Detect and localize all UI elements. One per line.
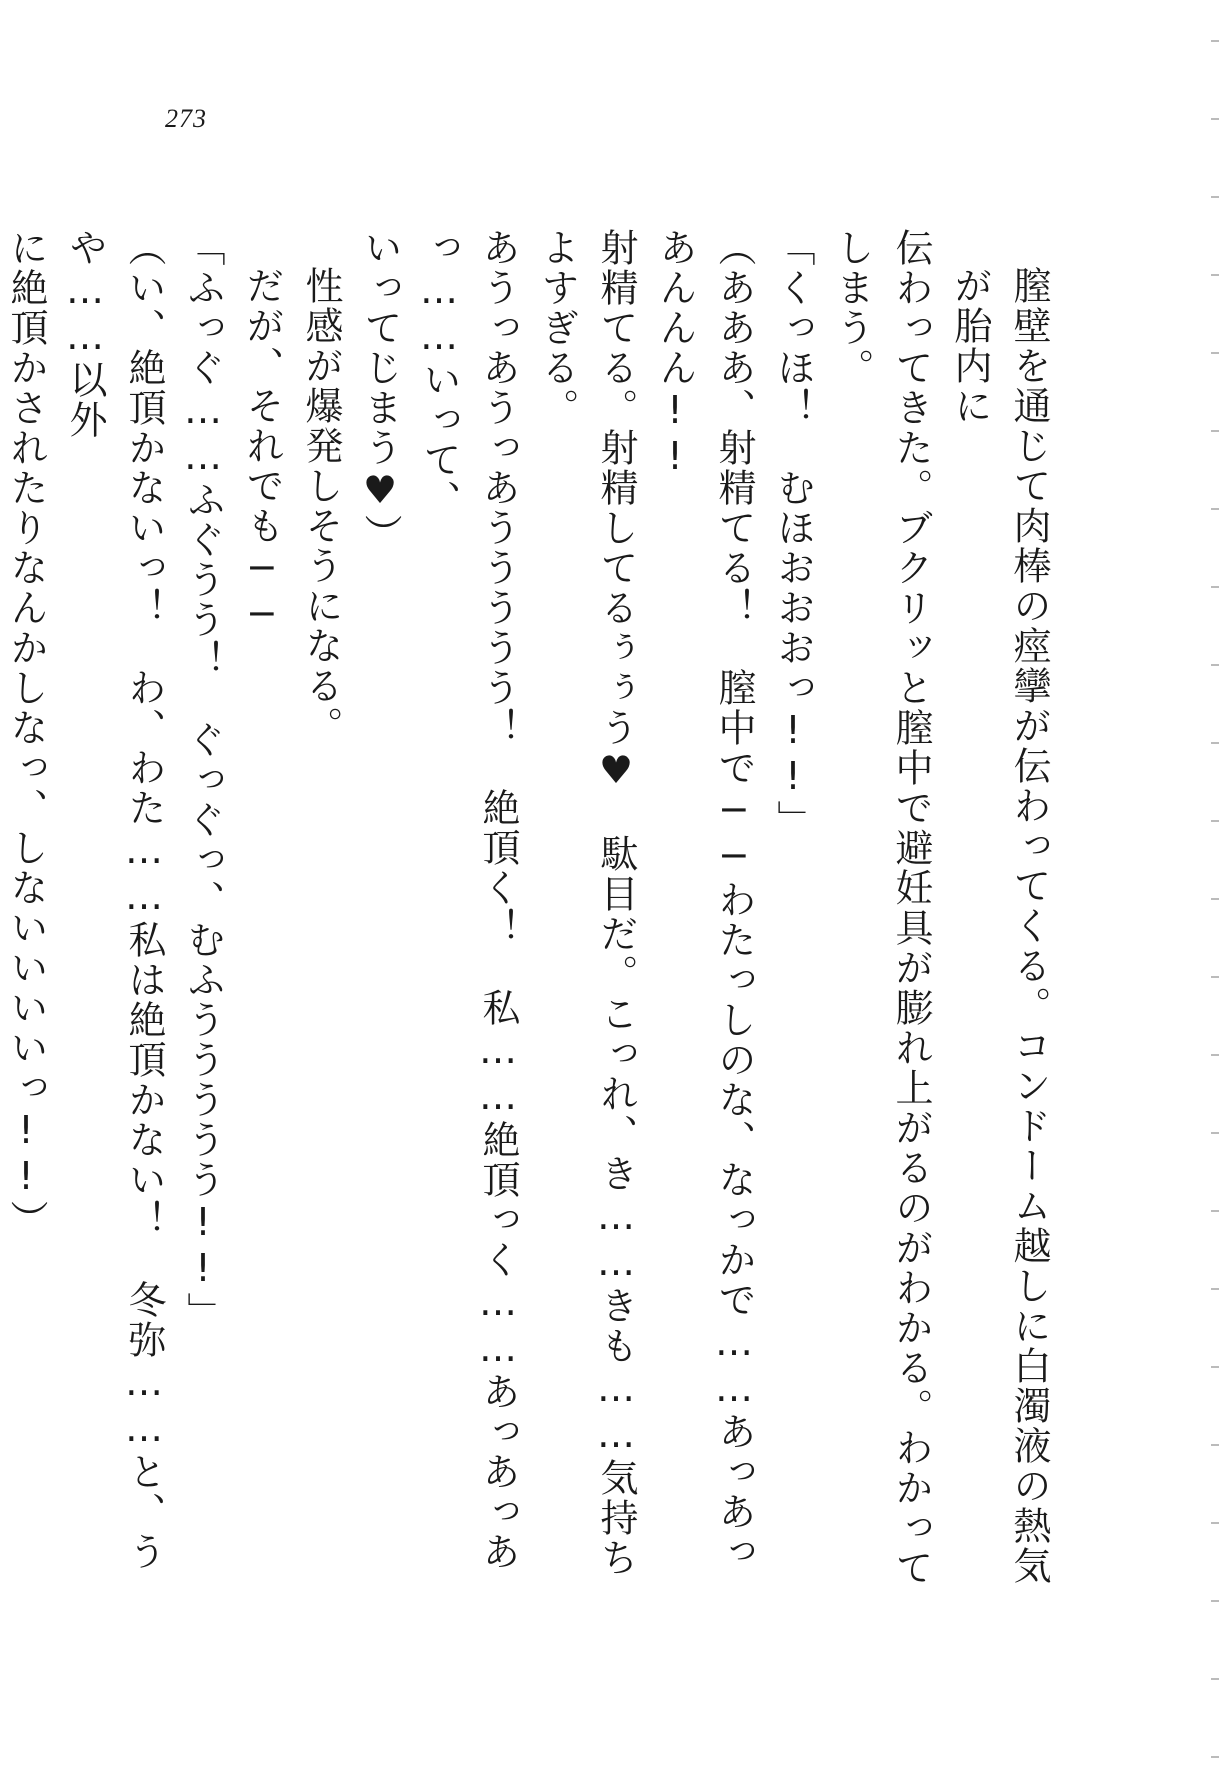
edge-tick — [1211, 1132, 1219, 1134]
edge-tick — [1211, 196, 1219, 198]
body-text — [0, 228, 1058, 1588]
text-line: （あああ、射精てる！ 膣中で──わたっしのな、なっかで……あっあっあんんん!! — [653, 228, 756, 1572]
text-line: あうっあうっあううううう！ 絶頂く！ 私……絶頂っく……あっあっあっ……いって、 — [417, 228, 520, 1572]
text-line: （い、絶頂かないっ！ わ、わた……私は絶頂かない！ 冬弥……と、うや……以外 — [63, 228, 166, 1572]
edge-tick — [1211, 664, 1219, 666]
text-line: 性感が爆発しそうになる。 — [299, 266, 343, 746]
text-line: 伝わってきた。ブクリッと膣中で避妊具が膨れ上がるのがわかる。わかってしまう。 — [830, 228, 933, 1588]
text-line: いってじまう♥） — [358, 228, 402, 554]
edge-tick — [1211, 1444, 1219, 1446]
edge-tick — [1211, 40, 1219, 42]
edge-tick — [1211, 1522, 1219, 1524]
edge-tick — [1211, 820, 1219, 822]
edge-tick — [1211, 1600, 1219, 1602]
text-line: だが、それでも── — [240, 266, 284, 638]
edge-tick — [1211, 1288, 1219, 1290]
page-number: 273 — [165, 104, 207, 133]
edge-tick — [1211, 508, 1219, 510]
edge-tick — [1211, 118, 1219, 120]
page-edge-marks — [1203, 0, 1223, 1766]
text-line: 射精てる。射精してるぅぅう♥ 駄目だ。こっれ、き……きも……気持ちよすぎる。 — [535, 228, 638, 1578]
edge-tick — [1211, 1678, 1219, 1680]
text-line: 「くっほ！ むほおおおっ!!」 — [771, 228, 815, 840]
edge-tick — [1211, 274, 1219, 276]
text-line: 「ふっぐ……ふぐうう！ ぐっぐっ、むふううううう!!」 — [181, 228, 225, 1332]
edge-tick — [1211, 586, 1219, 588]
text-line: 膣壁を通じて肉棒の痙攣が伝わってくる。コンドーム越しに白濁液の熱気が胎内に — [948, 266, 1051, 1586]
edge-tick — [1211, 1210, 1219, 1212]
edge-tick — [1211, 742, 1219, 744]
edge-tick — [1211, 1054, 1219, 1056]
edge-tick — [1211, 1366, 1219, 1368]
text-line: に絶頂かされたりなんかしなっ、しないいいいっ!!） — [4, 228, 48, 1240]
edge-tick — [1211, 430, 1219, 432]
edge-tick — [1211, 976, 1219, 978]
edge-tick — [1211, 352, 1219, 354]
edge-tick — [1211, 1756, 1219, 1758]
edge-tick — [1211, 898, 1219, 900]
